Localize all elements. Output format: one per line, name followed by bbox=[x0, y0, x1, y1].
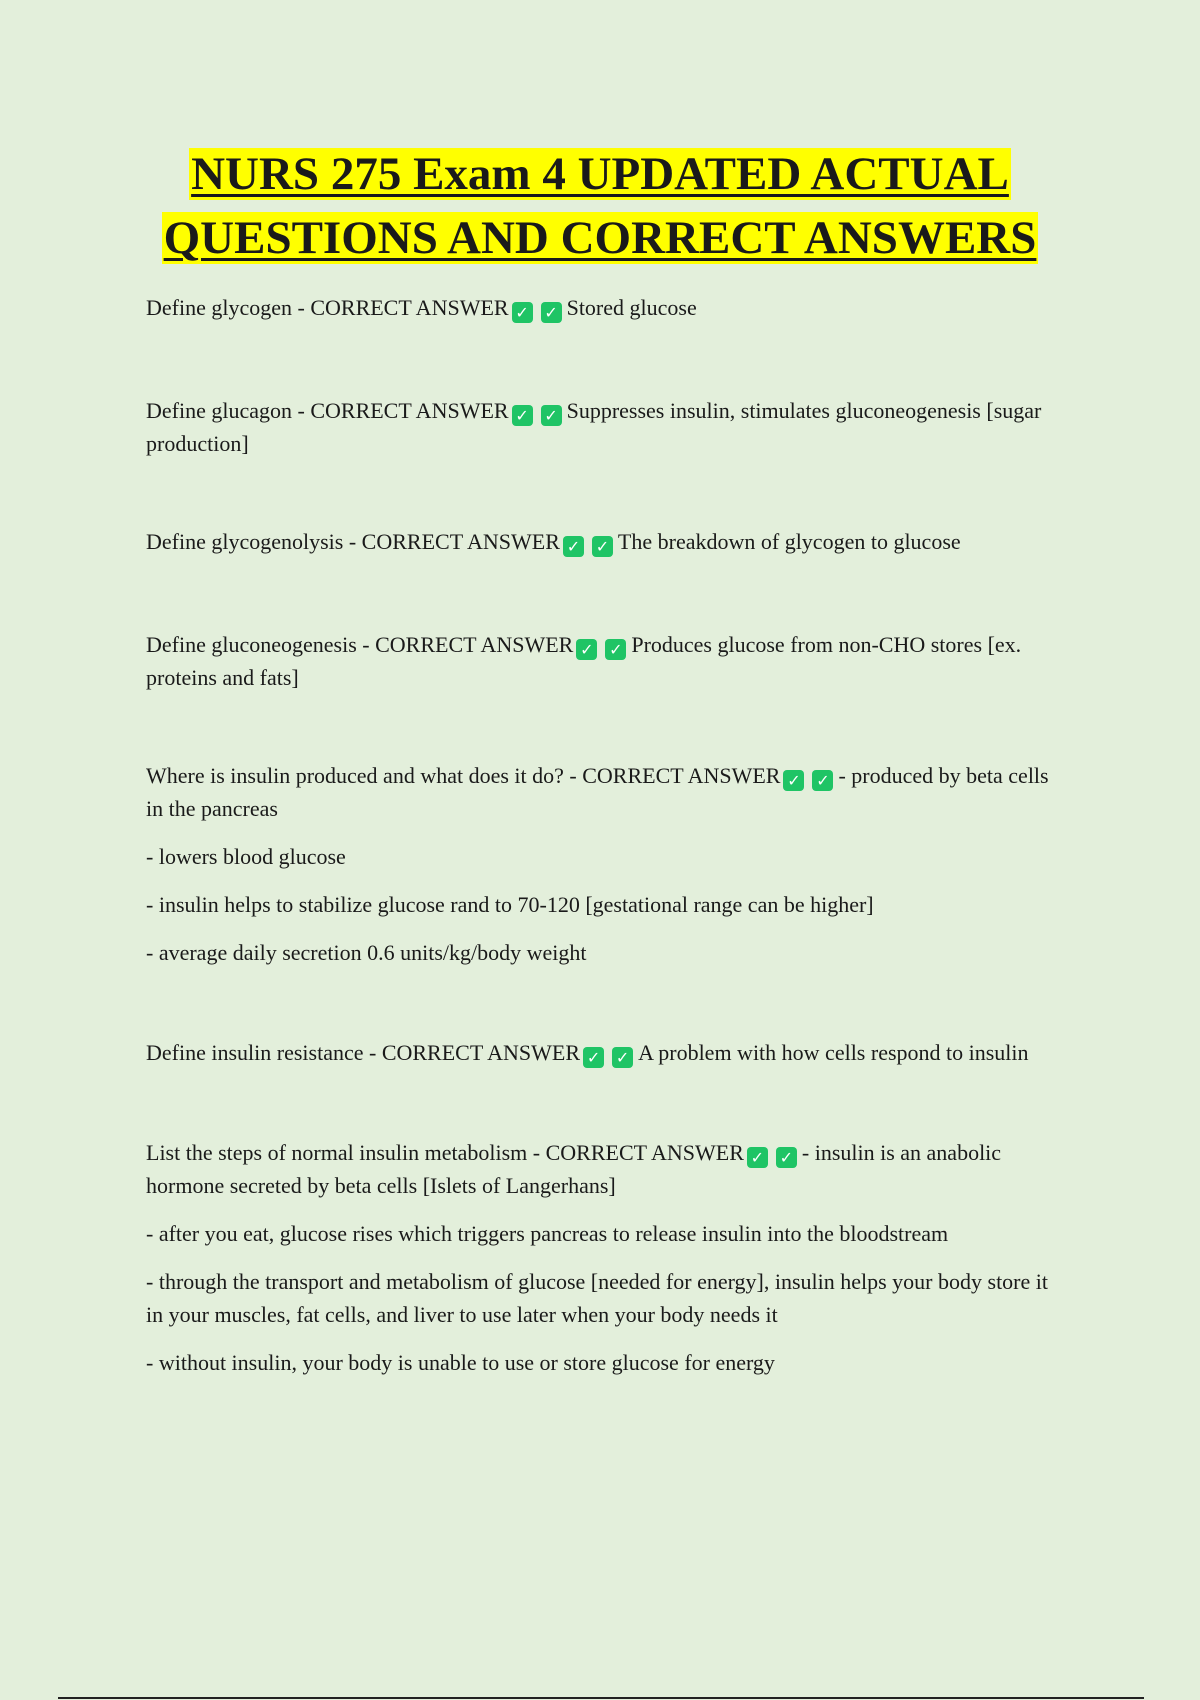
question-text: Where is insulin produced and what does it do? - bbox=[146, 763, 583, 788]
answer-bullet: - average daily secretion 0.6 units/kg/body weight bbox=[146, 940, 587, 965]
qa-item bbox=[146, 291, 1066, 324]
check-mark-icon: ✓ bbox=[512, 302, 533, 323]
qa-list bbox=[146, 291, 1066, 1379]
correct-answer-marker: CORRECT ANSWER bbox=[375, 632, 574, 657]
check-mark-icon: ✓ bbox=[563, 536, 584, 557]
answer-text: - insulin is an anabolic hormone secreted by beta cells [Islets of Langerhans] bbox=[146, 1140, 1002, 1198]
question-text: Define glycogenolysis - bbox=[146, 529, 362, 554]
answer-text: A problem with how cells respond to insulin bbox=[638, 1040, 1029, 1065]
question-text: List the steps of normal insulin metabolism - bbox=[146, 1140, 546, 1165]
check-mark-icon: ✓ bbox=[541, 302, 562, 323]
correct-answer-marker: CORRECT ANSWER bbox=[381, 1040, 581, 1065]
correct-answer-marker: CORRECT ANSWER bbox=[582, 763, 781, 788]
check-mark-icon: ✓ bbox=[605, 639, 626, 660]
answer-bullet: - after you eat, glucose rises which triggers pancreas to release insulin into the bloodstream bbox=[146, 1221, 949, 1246]
document-title bbox=[0, 142, 1200, 270]
question-text: Define gluconeogenesis - bbox=[146, 632, 376, 657]
check-mark-icon: ✓ bbox=[783, 770, 804, 791]
check-mark-icon: ✓ bbox=[583, 1047, 604, 1068]
answer-bullet: - through the transport and metabolism of glucose [needed for energy], insulin helps your body store it in your muscles, fat cells, and liver to use later when your body needs it bbox=[146, 1269, 1048, 1327]
qa-item bbox=[146, 1036, 1066, 1069]
answer-bullet: - insulin helps to stabilize glucose rand to 70-120 [gestational range can be higher] bbox=[146, 892, 874, 917]
correct-answer-marker: CORRECT ANSWER bbox=[361, 529, 560, 554]
check-mark-icon: ✓ bbox=[541, 405, 562, 426]
check-mark-icon: ✓ bbox=[612, 1047, 633, 1068]
page-bottom-rule bbox=[58, 1697, 1144, 1699]
check-mark-icon: ✓ bbox=[776, 1147, 797, 1168]
answer-text: Stored glucose bbox=[566, 295, 697, 320]
qa-item bbox=[146, 525, 1066, 558]
question-text: Define insulin resistance - bbox=[146, 1040, 382, 1065]
qa-item bbox=[146, 1136, 1066, 1379]
question-text: Define glucagon - bbox=[146, 398, 311, 423]
correct-answer-marker: CORRECT ANSWER bbox=[545, 1140, 744, 1165]
correct-answer-marker: CORRECT ANSWER bbox=[310, 398, 509, 423]
answer-bullet: - without insulin, your body is unable to use or store glucose for energy bbox=[146, 1350, 775, 1375]
title-line-2: QUESTIONS AND CORRECT ANSWERS bbox=[163, 212, 1037, 264]
answer-text: Produces glucose from non-CHO stores [ex. proteins and fats] bbox=[146, 632, 1022, 690]
qa-item bbox=[146, 394, 1066, 460]
answer-bullet: - lowers blood glucose bbox=[146, 844, 346, 869]
question-text: Define glycogen - bbox=[146, 295, 311, 320]
qa-item bbox=[146, 759, 1066, 969]
qa-item bbox=[146, 628, 1066, 694]
check-mark-icon: ✓ bbox=[592, 536, 613, 557]
check-mark-icon: ✓ bbox=[576, 639, 597, 660]
check-mark-icon: ✓ bbox=[512, 405, 533, 426]
correct-answer-marker: CORRECT ANSWER bbox=[310, 295, 509, 320]
answer-text: The breakdown of glycogen to glucose bbox=[617, 529, 961, 554]
check-mark-icon: ✓ bbox=[812, 770, 833, 791]
title-line-1: NURS 275 Exam 4 UPDATED ACTUAL bbox=[191, 148, 1009, 200]
check-mark-icon: ✓ bbox=[747, 1147, 768, 1168]
answer-text: Suppresses insulin, stimulates gluconeogenesis [sugar production] bbox=[146, 398, 1042, 456]
answer-text: - produced by beta cells in the pancreas bbox=[146, 763, 1049, 821]
